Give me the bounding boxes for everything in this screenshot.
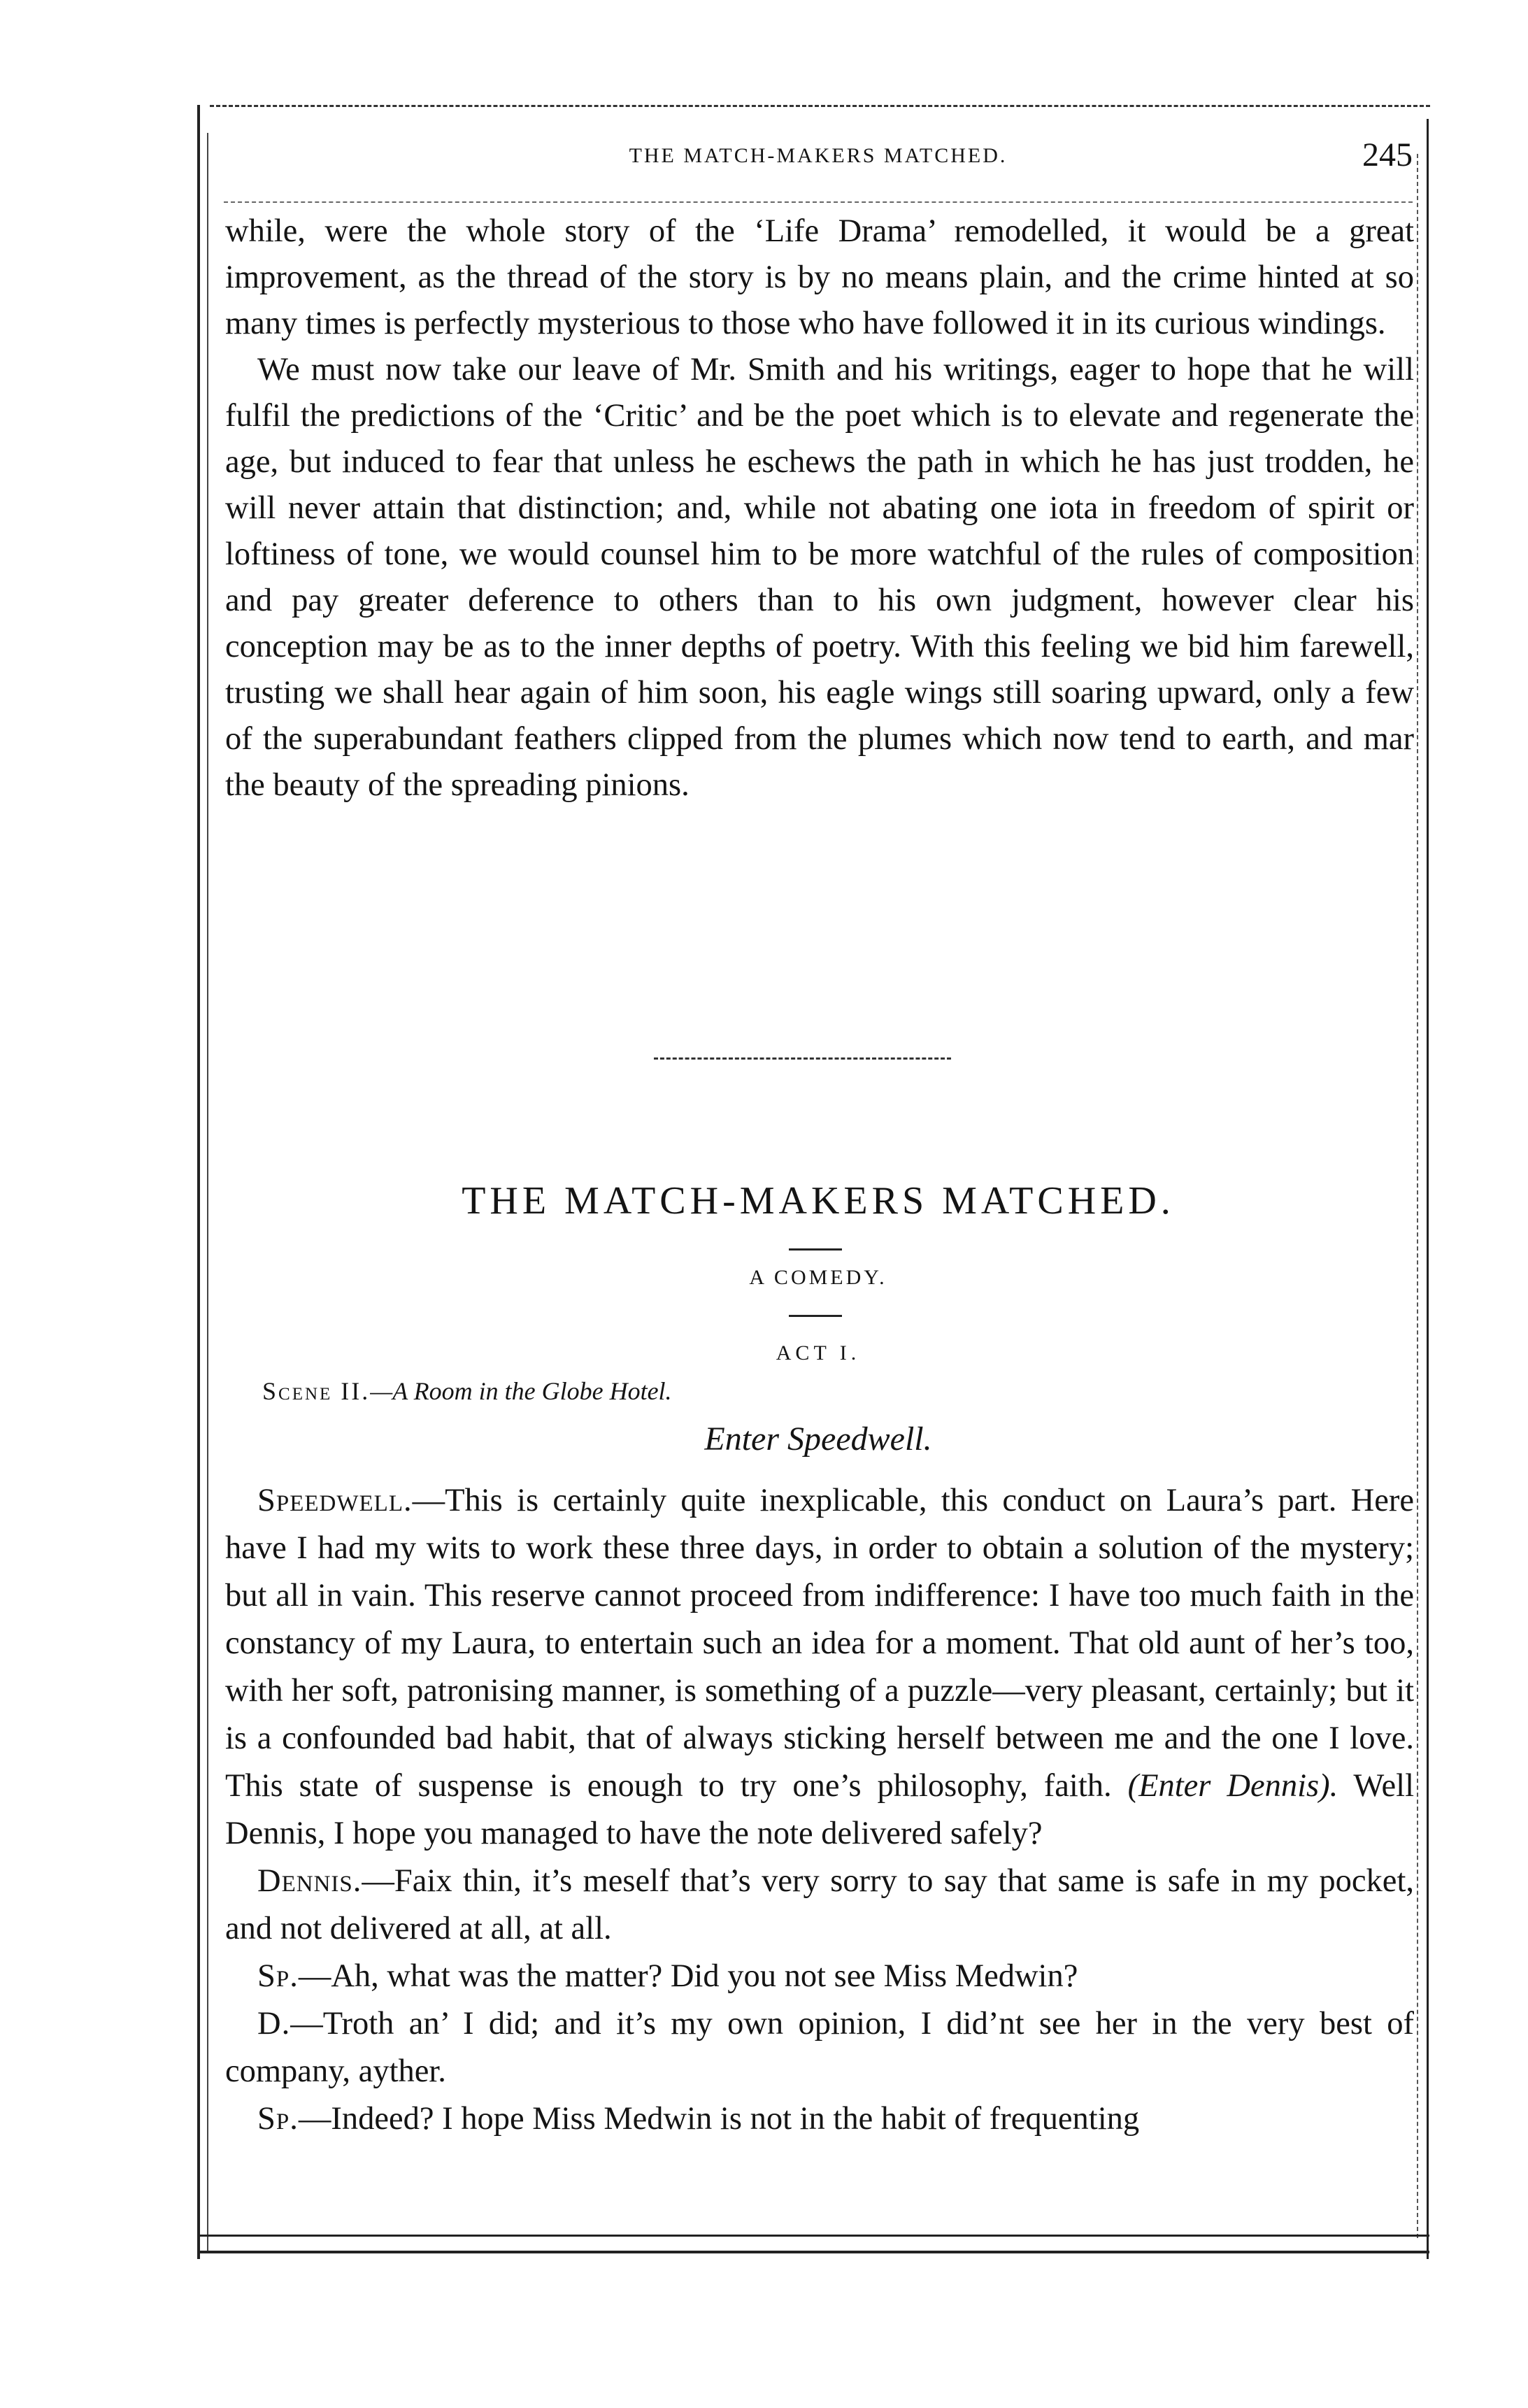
head-rule xyxy=(224,201,1413,203)
frame-left-rule xyxy=(197,105,200,2259)
speaker-name: Speedwell. xyxy=(257,1483,413,1518)
speech xyxy=(225,2095,1414,2143)
scene-place: —A Room in the Globe Hotel. xyxy=(370,1377,672,1405)
stage-direction-enter: Enter Speedwell. xyxy=(704,1420,932,1458)
speech-text: —Indeed? I hope Miss Medwin is not in the habit of frequenting xyxy=(298,2101,1140,2137)
speaker-name: Sp. xyxy=(257,1958,299,1994)
play-title: THE MATCH-MAKERS MATCHED. xyxy=(462,1179,1175,1223)
title-rule xyxy=(789,1248,842,1251)
speech xyxy=(225,1953,1414,2000)
speech-text: —This is certainly quite inexplicable, this conduct on Laura’s part. Here have I had my wits to work these three days, in order to obtain a solution of the mystery; but all in vain. This reserve cannot proceed from indifference: I have too much faith in the constancy of my Laura, to entertain such an idea for a moment. That old aunt of her’s too, with her soft, patronising manner, is something of a puzzle—very pleasant, certainly; but it is a confounded bad habit, that of always sticking herself between me and the one I love. This state of suspense is enough to try one’s philosophy, faith. xyxy=(225,1483,1414,1804)
subtitle-rule xyxy=(789,1315,842,1317)
speech-text: —Faix thin, it’s meself that’s very sorry to say that same is safe in my pocket, and not delivered at all, at all. xyxy=(225,1863,1414,1946)
play-dialogue xyxy=(225,1477,1414,2143)
frame-right-rule xyxy=(1427,119,1429,2259)
frame-left-inner-rule xyxy=(207,133,208,2252)
review-text xyxy=(225,208,1414,808)
speaker-name: Sp. xyxy=(257,2101,299,2137)
play-subtitle: A COMEDY. xyxy=(749,1266,887,1289)
speech-text: —Ah, what was the matter? Did you not see Miss Medwin? xyxy=(298,1958,1078,1994)
frame-top-rule xyxy=(210,105,1430,107)
running-head xyxy=(224,136,1413,182)
stage-direction: (Enter Dennis). xyxy=(1127,1768,1338,1804)
review-paragraph: while, were the whole story of the ‘Life Drama’ remodelled, it would be a great improvement, as the thread of the story is by no means plain, and the crime hinted at so many times is perfectly mysterious to those who have followed it in its curious windings. xyxy=(225,213,1414,341)
frame-bottom-rule xyxy=(197,2235,1429,2237)
scene-heading xyxy=(262,1376,672,1406)
frame-right-inner-rule xyxy=(1417,154,1418,2238)
speech xyxy=(225,1858,1414,1953)
frame-bottom-rule-double xyxy=(197,2251,1429,2253)
speaker-name: Dennis. xyxy=(257,1863,362,1899)
speech xyxy=(225,2000,1414,2095)
running-title: THE MATCH-MAKERS MATCHED. xyxy=(629,144,1008,167)
speech xyxy=(225,1477,1414,1858)
section-separator xyxy=(654,1057,951,1060)
act-heading: ACT I. xyxy=(776,1341,861,1365)
page-number: 245 xyxy=(1362,136,1413,173)
speech-text: —Troth an’ I did; and it’s my own opinion, I did’nt see her in the very best of company, ayther. xyxy=(225,2006,1414,2089)
speech-text: Well Dennis, I hope you managed to have the note delivered safely? xyxy=(225,1768,1414,1851)
speaker-name: D. xyxy=(257,2006,291,2042)
scene-label: Scene II. xyxy=(262,1377,371,1405)
review-paragraph: We must now take our leave of Mr. Smith and his writings, eager to hope that he will fulfil the predictions of the ‘Critic’ and be the poet which is to elevate and regenerate the age, but induced to fear that unless he eschews the path in which he has just trodden, he will never attain that distinction; and, while not abating one iota in freedom of spirit or loftiness of tone, we would counsel him to be more watchful of the rules of composition and pay greater deference to others than to his own judgment, however clear his conception may be as to the inner depths of poetry. With this feeling we bid him farewell, trusting we shall hear again of him soon, his eagle wings still soaring upward, only a few of the superabundant feathers clipped from the plumes which now tend to earth, and mar the beauty of the spreading pinions. xyxy=(225,352,1414,803)
